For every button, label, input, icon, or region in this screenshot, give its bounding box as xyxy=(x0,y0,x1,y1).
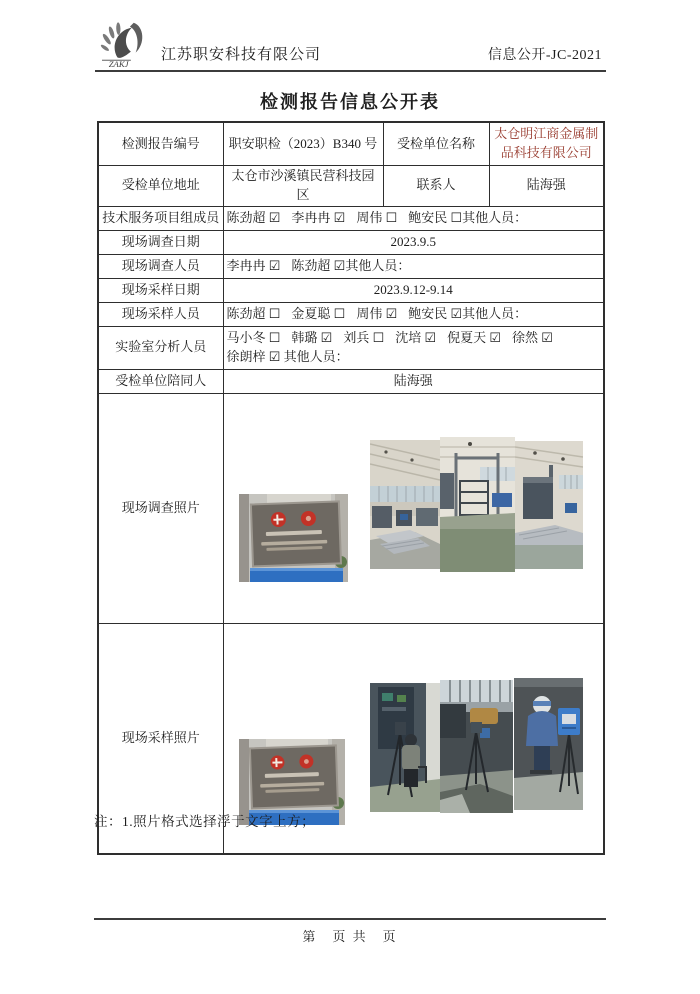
row-survey-staff xyxy=(98,254,604,278)
other-personnel-label: 其他人员： xyxy=(462,209,528,225)
page-number-text: 第 页 共 页 xyxy=(302,928,398,944)
row-report-no xyxy=(98,122,604,166)
sampling-date-label: 现场采样日期 xyxy=(98,278,223,302)
sampling-staff-label: 现场采样人员 xyxy=(98,302,223,326)
member-checkbox: 韩璐 ☑ xyxy=(291,329,333,345)
member-checkbox: 陈劲超 ☑ xyxy=(291,257,346,273)
row-survey-date xyxy=(98,230,604,254)
document-header xyxy=(95,22,606,68)
survey-photos-label: 现场调查照片 xyxy=(98,393,223,623)
member-checkbox: 鲍安民 ☑ xyxy=(408,305,463,321)
lab-staff-members xyxy=(223,326,604,369)
sampling-date-value: 2023.9.12-9.14 xyxy=(223,278,604,302)
brand xyxy=(95,18,321,68)
logo-text: ZAKJ xyxy=(108,59,129,68)
unit-name-label: 受检单位名称 xyxy=(383,122,489,166)
page-title: 检测报告信息公开表 xyxy=(260,92,440,112)
escort-value: 陆海强 xyxy=(223,369,604,393)
member-checkbox: 徐然 ☑ xyxy=(512,329,553,345)
photo-sampling-operator xyxy=(370,683,440,812)
row-survey-photos xyxy=(98,393,604,623)
contact-value: 陆海强 xyxy=(489,166,604,207)
other-personnel-label: 其他人员： xyxy=(283,348,349,364)
member-checkbox: 李冉冉 ☑ xyxy=(291,209,346,225)
member-checkbox: 马小冬 ☐ xyxy=(226,329,281,345)
header-divider xyxy=(95,70,606,72)
tech-team-label: 技术服务项目组成员 xyxy=(98,206,223,230)
member-checkbox: 刘兵 ☐ xyxy=(343,329,385,345)
row-sampling-staff xyxy=(98,302,604,326)
survey-staff-label: 现场调查人员 xyxy=(98,254,223,278)
company-name: 江苏职安科技有限公司 xyxy=(161,47,322,63)
doc-code: 信息公开-JC-2021 xyxy=(487,48,602,63)
other-personnel-label: 其他人员： xyxy=(462,305,528,321)
photo-workshop-2 xyxy=(440,437,515,572)
unit-addr-label: 受检单位地址 xyxy=(98,166,223,207)
unit-name-value: 太仓明江商金属制品科技有限公司 xyxy=(489,122,604,166)
company-logo-icon xyxy=(95,18,159,68)
member-checkbox: 徐朗梓 ☑ xyxy=(226,348,281,364)
footer-divider xyxy=(94,918,606,920)
survey-date-label: 现场调查日期 xyxy=(98,230,223,254)
page-footer xyxy=(94,918,606,945)
member-checkbox: 陈劲超 ☐ xyxy=(226,305,281,321)
lab-staff-label: 实验室分析人员 xyxy=(98,326,223,369)
survey-photos-cell xyxy=(223,393,604,623)
photo-company-signboard xyxy=(239,494,348,582)
member-checkbox: 鲍安民 ☐ xyxy=(408,209,463,225)
survey-staff-members xyxy=(223,254,604,278)
member-checkbox: 陈劲超 ☑ xyxy=(226,209,281,225)
escort-label: 受检单位陪同人 xyxy=(98,369,223,393)
member-checkbox: 周伟 ☐ xyxy=(356,209,398,225)
info-table xyxy=(97,121,605,855)
tech-team-members xyxy=(223,206,604,230)
row-unit-addr xyxy=(98,166,604,207)
other-personnel-label: 其他人员： xyxy=(345,257,411,273)
survey-date-value: 2023.9.5 xyxy=(223,230,604,254)
member-checkbox: 金夏聪 ☐ xyxy=(291,305,346,321)
member-checkbox: 周伟 ☑ xyxy=(356,305,398,321)
unit-addr-value: 太仓市沙溪镇民营科技园区 xyxy=(223,166,383,207)
sampling-photos-label: 现场采样照片 xyxy=(98,623,223,854)
report-no-label: 检测报告编号 xyxy=(98,122,223,166)
row-sampling-date xyxy=(98,278,604,302)
contact-label: 联系人 xyxy=(383,166,489,207)
photo-workshop-3 xyxy=(515,441,583,569)
report-no-value: 职安职检（2023）B340 号 xyxy=(223,122,383,166)
row-escort xyxy=(98,369,604,393)
photo-sampling-tripod-hall xyxy=(440,680,513,813)
member-checkbox: 李冉冉 ☑ xyxy=(226,257,281,273)
sampling-staff-members xyxy=(223,302,604,326)
photo-workshop-1 xyxy=(370,440,440,569)
member-checkbox: 沈培 ☑ xyxy=(395,329,437,345)
photo-sampling-welder xyxy=(514,678,583,810)
member-checkbox: 倪夏天 ☑ xyxy=(447,329,502,345)
row-tech-team xyxy=(98,206,604,230)
row-lab-staff xyxy=(98,326,604,369)
footnote: 注：1.照片格式选择浮于文字上方； xyxy=(94,814,316,829)
